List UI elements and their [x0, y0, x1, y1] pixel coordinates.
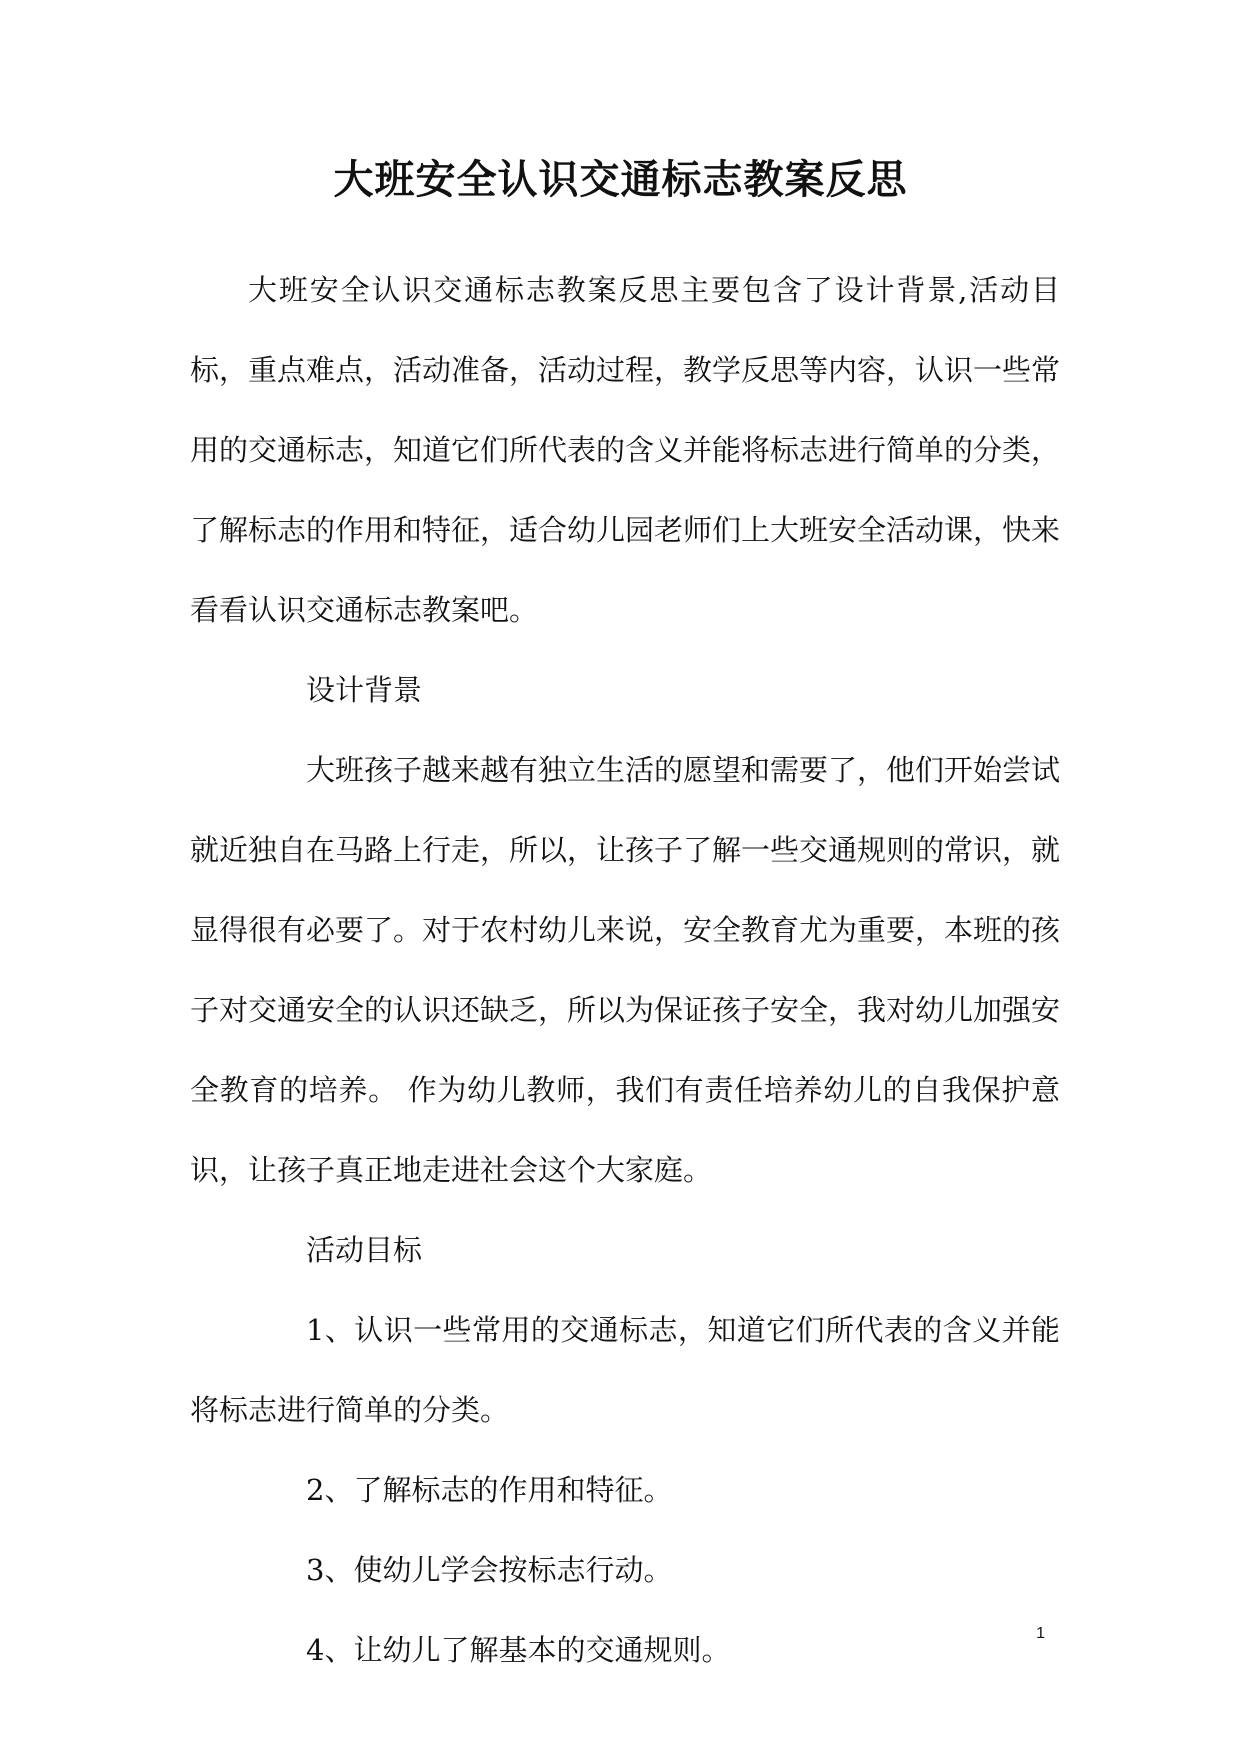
- goal-item: 4、让幼儿了解基本的交通规则。: [306, 1633, 731, 1667]
- goal-item: 3、使幼儿学会按标志行动。: [306, 1553, 673, 1587]
- intro-paragraph: 大班安全认识交通标志教案反思主要包含了设计背景,活动目标，重点难点，活动准备，活动过程，教学反思等内容，认识一些常用的交通标志，知道它们所代表的含义并能将标志进行简单的分类，了解标志的作用和特征，适合幼儿园老师们上大班安全活动课，快来看看认识交通标志教案吧。: [190, 273, 1061, 627]
- goal-item: 2、了解标志的作用和特征。: [306, 1473, 673, 1507]
- document-body: [190, 250, 1060, 1690]
- goal-item: 1、认识一些常用的交通标志，知道它们所代表的含义并能将标志进行简单的分类。: [190, 1313, 1060, 1427]
- background-heading: 设计背景: [306, 673, 423, 707]
- goals-heading: 活动目标: [306, 1233, 423, 1267]
- page-number: 1: [1036, 1625, 1045, 1642]
- document-title: 大班安全认识交通标志教案反思: [333, 156, 908, 203]
- background-paragraph: 大班孩子越来越有独立生活的愿望和需要了，他们开始尝试就近独自在马路上行走，所以，让孩子了解一些交通规则的常识，就显得很有必要了。对于农村幼儿来说，安全教育尤为重要，本班的孩子对交通安全的认识还缺乏，所以为保证孩子安全，我对幼儿加强安全教育的培养。 作为幼儿教师，我们有责任培养幼儿的自我保护意识，让孩子真正地走进社会这个大家庭。: [190, 753, 1061, 1187]
